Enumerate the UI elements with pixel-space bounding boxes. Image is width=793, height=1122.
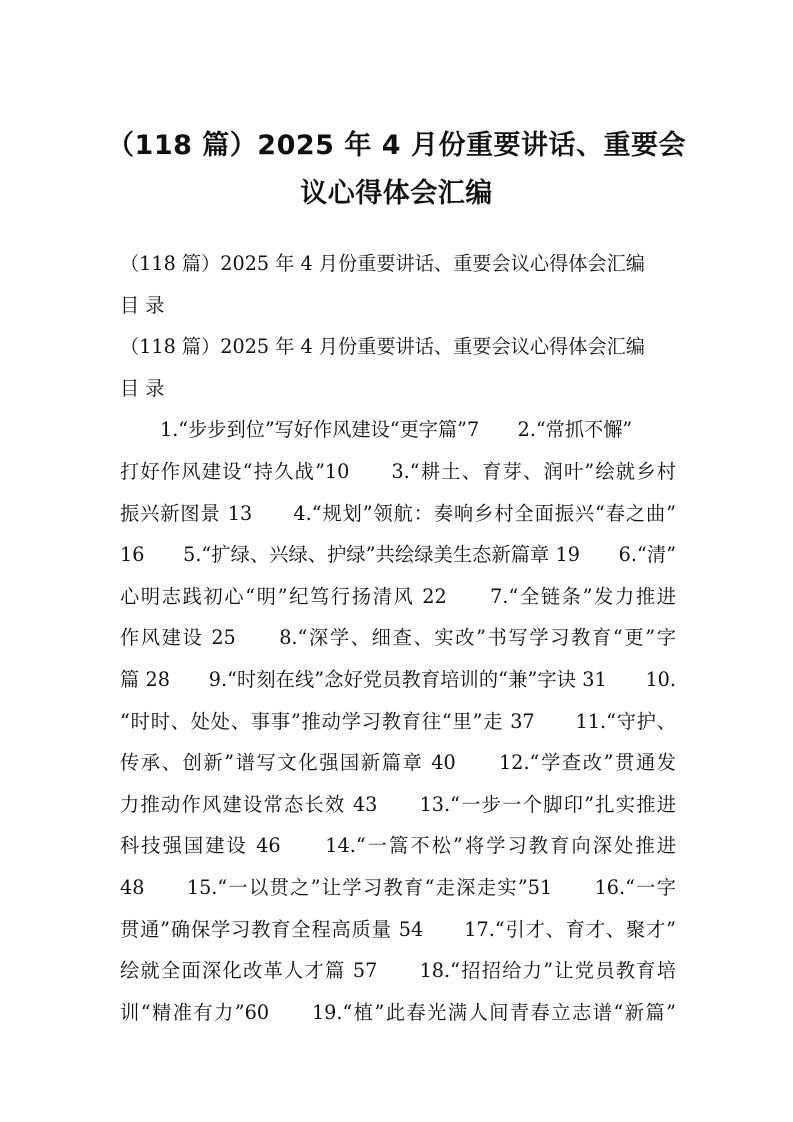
- contents-label-2: 目 录: [120, 376, 165, 400]
- toc-line: 心明志践初心“明”纪笃行扬清风 22 7.“全链条”发力推进: [120, 584, 676, 608]
- toc-line: 1.“步步到位”写好作风建设“更字篇”7 2.“常抓不懈”: [160, 418, 633, 442]
- contents-label-1: 目 录: [120, 293, 165, 317]
- toc-line: 科技强国建设 46 14.“一篙不松”将学习教育向深处推进: [120, 834, 676, 858]
- toc-line: “时时、处处、事事”推动学习教育往“里”走 37 11.“守护、: [120, 709, 676, 733]
- header-line-2: （118 篇）2025 年 4 月份重要讲话、重要会议心得体会汇编: [120, 335, 645, 359]
- header-line-1: （118 篇）2025 年 4 月份重要讲话、重要会议心得体会汇编: [120, 252, 645, 275]
- toc-line: 16 5.“扩绿、兴绿、护绿”共绘绿美生态新篇章 19 6.“清”: [120, 543, 676, 567]
- toc-line: 训“精准有力”60 19.“植”此春光满人间青春立志谱“新篇”: [120, 1000, 676, 1024]
- toc-line: 传承、创新”谱写文化强国新篇章 40 12.“学查改”贯通发: [120, 751, 676, 775]
- toc-line: 贯通”确保学习教育全程高质量 54 17.“引才、育才、聚才”: [120, 917, 676, 941]
- document-body: [120, 243, 676, 1033]
- toc-line: 力推动作风建设常态长效 43 13.“一步一个脚印”扎实推进: [120, 792, 676, 816]
- toc-line: 绘就全面深化改革人才篇 57 18.“招招给力”让党员教育培: [120, 959, 676, 983]
- toc-line: 48 15.“一以贯之”让学习教育“走深走实”51 16.“一字: [120, 875, 676, 899]
- title-line-1: （118 篇）2025 年 4 月份重要讲话、重要会: [107, 130, 686, 161]
- document-title: [100, 122, 693, 218]
- title-line-2: 议心得体会汇编: [300, 178, 493, 209]
- toc-line: 振兴新图景 13 4.“规划”领航：奏响乡村全面振兴“春之曲”: [120, 501, 676, 525]
- toc-line: 作风建设 25 8.“深学、细查、实改”书写学习教育“更”字: [120, 626, 676, 650]
- toc-line: 打好作风建设“持久战”10 3.“耕土、育芽、润叶”绘就乡村: [120, 459, 676, 483]
- toc-line: 篇 28 9.“时刻在线”念好党员教育培训的“兼”字诀 31 10.: [120, 667, 676, 691]
